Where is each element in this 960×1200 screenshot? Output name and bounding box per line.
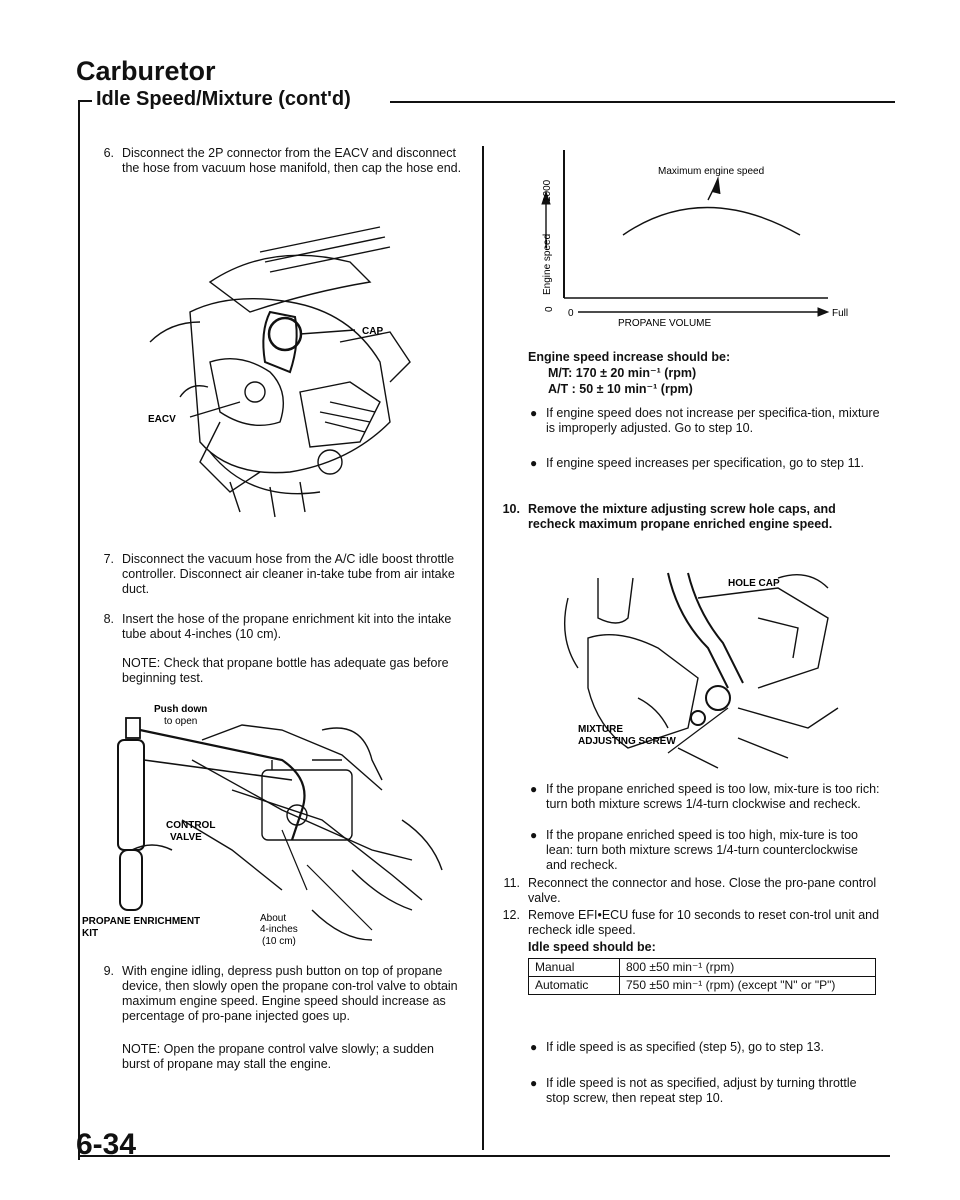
- x-full-label: Full: [832, 308, 849, 319]
- step-text: Remove the mixture adjusting screw hole caps, and recheck maximum propane enriched engine speed.: [528, 502, 836, 531]
- footer-rule: [78, 1155, 890, 1157]
- bullet-dot: ●: [530, 828, 538, 842]
- adjusting-screw-label: ADJUSTING SCREW: [578, 736, 676, 747]
- table-cell-value: 800 ±50 min⁻¹ (rpm): [620, 959, 876, 977]
- propane-graph: [528, 140, 888, 330]
- step-number: 6.: [103, 146, 114, 160]
- page-title: Carburetor: [76, 56, 216, 86]
- note-propane-bottle: NOTE: Check that propane bottle has adequate gas before beginning test.: [122, 656, 449, 685]
- step-10: [498, 502, 880, 532]
- bullet-text: If idle speed is not as specified, adjust by turning throttle stop screw, then repeat step 10.: [546, 1076, 857, 1105]
- bracket-top: [78, 100, 92, 102]
- mixture-label: MIXTURE: [578, 724, 623, 735]
- engine-cap-figure: [90, 222, 470, 522]
- bullet-text: If engine speed increases per specification, go to step 11.: [546, 456, 865, 470]
- note-control-valve: NOTE: Open the propane control valve slowly; a sudden burst of propane may stall the engine.: [122, 1042, 434, 1071]
- step-text: Reconnect the connector and hose. Close the pro-pane control valve.: [528, 876, 877, 905]
- bullet-speed-not-increase: [530, 406, 880, 436]
- mixture-screw-illustration: [528, 558, 878, 778]
- eacv-label: EACV: [148, 414, 176, 425]
- step-8: [92, 612, 462, 642]
- step-text: Remove EFI•ECU fuse for 10 seconds to reset con-trol unit and recheck idle speed.: [528, 908, 880, 937]
- step-7: [92, 552, 462, 597]
- bullet-speed-increase: [530, 456, 880, 471]
- engine-speed-graph: [528, 140, 888, 330]
- bullet-text: If the propane enriched speed is too high, mix-ture is too lean: turn both mixture screws 1/4-turn counterclockwise and recheck.: [546, 828, 858, 872]
- table-cell-label: Manual: [529, 959, 620, 977]
- y-max-label: 1000: [542, 179, 553, 202]
- propane-kit-figure: [82, 700, 472, 950]
- bullet-dot: ●: [530, 782, 538, 796]
- propane-kit-label: PROPANE ENRICHMENT: [82, 916, 201, 927]
- table-row: [529, 977, 876, 995]
- page-number: 6-34: [76, 1128, 137, 1161]
- step-number: 10.: [502, 502, 520, 516]
- bullet-text: If the propane enriched speed is too low, mix-ture is too rich: turn both mixture screws 1/4-turn clockwise and recheck.: [546, 782, 880, 811]
- propane-kit-illustration: [82, 700, 472, 950]
- step-text: Disconnect the vacuum hose from the A/C idle boost throttle controller. Disconnect air cleaner in-take tube from air intake duct.: [122, 552, 455, 596]
- spec-at: A/T : 50 ± 10 min⁻¹ (rpm): [548, 382, 693, 396]
- step-number: 8.: [103, 612, 114, 626]
- column-divider: [482, 146, 484, 1150]
- bullet-too-low: [530, 782, 880, 812]
- table-cell-value: 750 ±50 min⁻¹ (rpm) (except "N" or "P"): [620, 977, 876, 995]
- idle-speed-table: [528, 958, 876, 995]
- spec-heading: Engine speed increase should be:: [528, 350, 731, 364]
- idle-speed-heading: Idle speed should be:: [528, 940, 656, 954]
- mixture-screw-figure: [528, 558, 878, 778]
- bracket-left: [78, 100, 80, 1160]
- step-6: [92, 146, 462, 176]
- spec-mt: M/T: 170 ± 20 min⁻¹ (rpm): [548, 366, 697, 380]
- step-number: 11.: [503, 876, 520, 890]
- table-cell-label: Automatic: [529, 977, 620, 995]
- y-axis-label: Engine speed: [542, 233, 553, 295]
- x-zero-label: 0: [568, 308, 574, 319]
- push-down-label: Push down: [154, 704, 208, 715]
- bullet-idle-adjust: [530, 1076, 880, 1106]
- bullet-dot: ●: [530, 1076, 538, 1090]
- section-subtitle: Idle Speed/Mixture (cont'd): [96, 88, 351, 110]
- header-rule: [390, 101, 895, 103]
- hole-cap-label: HOLE CAP: [728, 578, 780, 589]
- bullet-text: If engine speed does not increase per specifica-tion, mixture is improperly adjusted. Go to step 10.: [546, 406, 880, 435]
- engine-cap-illustration: [90, 222, 470, 522]
- step-text: With engine idling, depress push button on top of propane device, then slowly open the propane con-trol valve to obtain maximum engine speed. Engine speed should increase as percentage of pro-pane injected goes up.: [122, 964, 458, 1023]
- push-down-label-2: to open: [164, 716, 198, 727]
- max-speed-label: Maximum engine speed: [658, 166, 765, 177]
- bullet-dot: ●: [530, 456, 538, 470]
- bullet-idle-ok: [530, 1040, 880, 1055]
- step-number: 12.: [502, 908, 520, 922]
- bullet-dot: ●: [530, 1040, 538, 1054]
- about-label: About: [260, 913, 287, 924]
- control-valve-label: CONTROL: [166, 820, 216, 831]
- step-text: Insert the hose of the propane enrichment kit into the intake tube about 4-inches (10 cm).: [122, 612, 452, 641]
- step-number: 7.: [103, 552, 114, 566]
- step-9: [92, 964, 462, 1024]
- table-row: [529, 959, 876, 977]
- bullet-too-high: [530, 828, 880, 873]
- about-label-3: (10 cm): [262, 936, 296, 947]
- y-zero-label: 0: [544, 306, 555, 312]
- bullet-dot: ●: [530, 406, 538, 420]
- step-text: Disconnect the 2P connector from the EACV and disconnect the hose from vacuum hose manifold, then cap the hose end.: [122, 146, 462, 175]
- about-label-2: 4-inches: [260, 924, 298, 935]
- propane-kit-label-2: KIT: [82, 928, 99, 939]
- step-number: 9.: [103, 964, 114, 978]
- step-11: [498, 876, 880, 906]
- cap-label: CAP: [362, 326, 384, 337]
- bullet-text: If idle speed is as specified (step 5), go to step 13.: [546, 1040, 824, 1054]
- step-12: [498, 908, 880, 938]
- x-axis-label: PROPANE VOLUME: [618, 318, 712, 329]
- control-valve-label-2: VALVE: [170, 832, 202, 843]
